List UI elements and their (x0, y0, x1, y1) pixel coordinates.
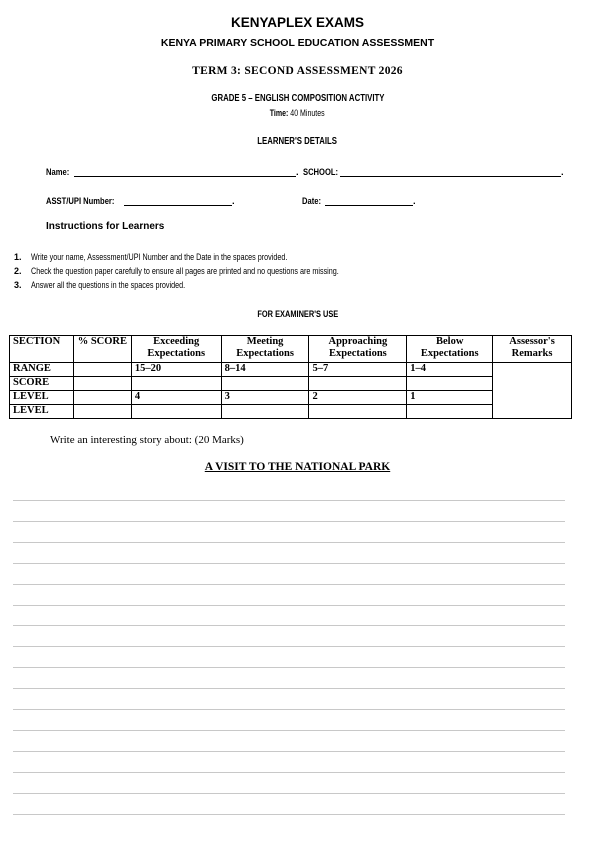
learner-details-title: LEARNER'S DETAILS (257, 136, 338, 147)
row-label: RANGE (10, 363, 74, 377)
table-cell[interactable] (407, 377, 493, 391)
time-label: Time: (270, 108, 289, 118)
table-cell[interactable] (309, 405, 407, 419)
writing-line[interactable] (13, 814, 565, 815)
table-cell[interactable] (73, 391, 131, 405)
table-cell: 1–4 (407, 363, 493, 377)
name-field[interactable] (74, 176, 296, 177)
time-value: 40 Minutes (290, 108, 325, 118)
table-cell[interactable] (73, 363, 131, 377)
date-field-end: . (413, 196, 416, 207)
table-cell: 5–7 (309, 363, 407, 377)
table-cell: 15–20 (131, 363, 221, 377)
table-row (10, 363, 572, 377)
school-label: SCHOOL: (303, 167, 339, 178)
writing-line[interactable] (13, 542, 565, 543)
table-header-row (10, 336, 572, 363)
instruction-item (14, 252, 352, 262)
instruction-number: 1. (14, 252, 22, 262)
asst-field-end: . (232, 196, 235, 207)
col-header: % SCORE (73, 336, 131, 363)
school-field[interactable] (340, 176, 561, 177)
table-cell[interactable] (131, 377, 221, 391)
col-header: Meeting Expectations (221, 336, 309, 363)
school-field-end: . (561, 167, 564, 178)
row-label: LEVEL (10, 391, 74, 405)
writing-line[interactable] (13, 688, 565, 689)
writing-line[interactable] (13, 667, 565, 668)
exam-body-title: KENYAPLEX EXAMS (230, 15, 365, 30)
col-header: Assessor's Remarks (493, 336, 572, 363)
writing-line[interactable] (13, 751, 565, 752)
table-cell: 8–14 (221, 363, 309, 377)
col-header: Below Expectations (407, 336, 493, 363)
instruction-text: Write your name, Assessment/UPI Number and the Date in the spaces provided. (31, 252, 288, 262)
table-row (10, 405, 572, 419)
col-header: Exceeding Expectations (131, 336, 221, 363)
table-cell[interactable] (131, 405, 221, 419)
writing-line[interactable] (13, 563, 565, 564)
table-cell[interactable] (73, 377, 131, 391)
table-row (10, 377, 572, 391)
examiner-use-title: FOR EXAMINER'S USE (257, 309, 338, 320)
row-label: LEVEL (10, 405, 74, 419)
table-cell: 4 (131, 391, 221, 405)
instruction-text: Answer all the questions in the spaces provided. (31, 280, 186, 290)
table-cell[interactable] (407, 405, 493, 419)
table-cell: 1 (407, 391, 493, 405)
time-allowed (0, 108, 595, 118)
writing-line[interactable] (13, 500, 565, 501)
writing-line[interactable] (13, 521, 565, 522)
writing-line[interactable] (13, 772, 565, 773)
writing-line[interactable] (13, 605, 565, 606)
instruction-item (14, 280, 224, 290)
writing-line[interactable] (13, 584, 565, 585)
assessor-remarks-cell[interactable] (493, 363, 572, 419)
date-label: Date: (302, 196, 322, 207)
table-cell[interactable] (309, 377, 407, 391)
name-label: Name: (46, 167, 70, 178)
instructions-title: Instructions for Learners (46, 221, 165, 232)
writing-line[interactable] (13, 793, 565, 794)
instruction-item (14, 266, 416, 276)
instruction-number: 2. (14, 266, 22, 276)
grade-subject: GRADE 5 – ENGLISH COMPOSITION ACTIVITY (210, 93, 385, 104)
row-label: SCORE (10, 377, 74, 391)
examiner-score-table (9, 335, 572, 419)
composition-prompt: Write an interesting story about: (20 Marks) (50, 434, 244, 446)
col-header: Approaching Expectations (309, 336, 407, 363)
col-header: SECTION (10, 336, 74, 363)
table-row (10, 391, 572, 405)
assessment-title: KENYA PRIMARY SCHOOL EDUCATION ASSESSMENT (160, 37, 435, 49)
date-field[interactable] (325, 205, 413, 206)
writing-line[interactable] (13, 646, 565, 647)
instruction-text: Check the question paper carefully to ensure all pages are printed and no questions are missing. (31, 266, 339, 276)
table-cell: 2 (309, 391, 407, 405)
writing-line[interactable] (13, 625, 565, 626)
term-title: TERM 3: SECOND ASSESSMENT 2026 (192, 65, 403, 77)
composition-title: A VISIT TO THE NATIONAL PARK (204, 461, 391, 473)
writing-line[interactable] (13, 709, 565, 710)
table-cell[interactable] (221, 377, 309, 391)
table-cell: 3 (221, 391, 309, 405)
writing-line[interactable] (13, 730, 565, 731)
instruction-number: 3. (14, 280, 22, 290)
asst-upi-field[interactable] (124, 205, 232, 206)
asst-upi-label: ASST/UPI Number: (46, 196, 115, 207)
table-cell[interactable] (73, 405, 131, 419)
name-field-end: . (296, 167, 299, 178)
table-cell[interactable] (221, 405, 309, 419)
